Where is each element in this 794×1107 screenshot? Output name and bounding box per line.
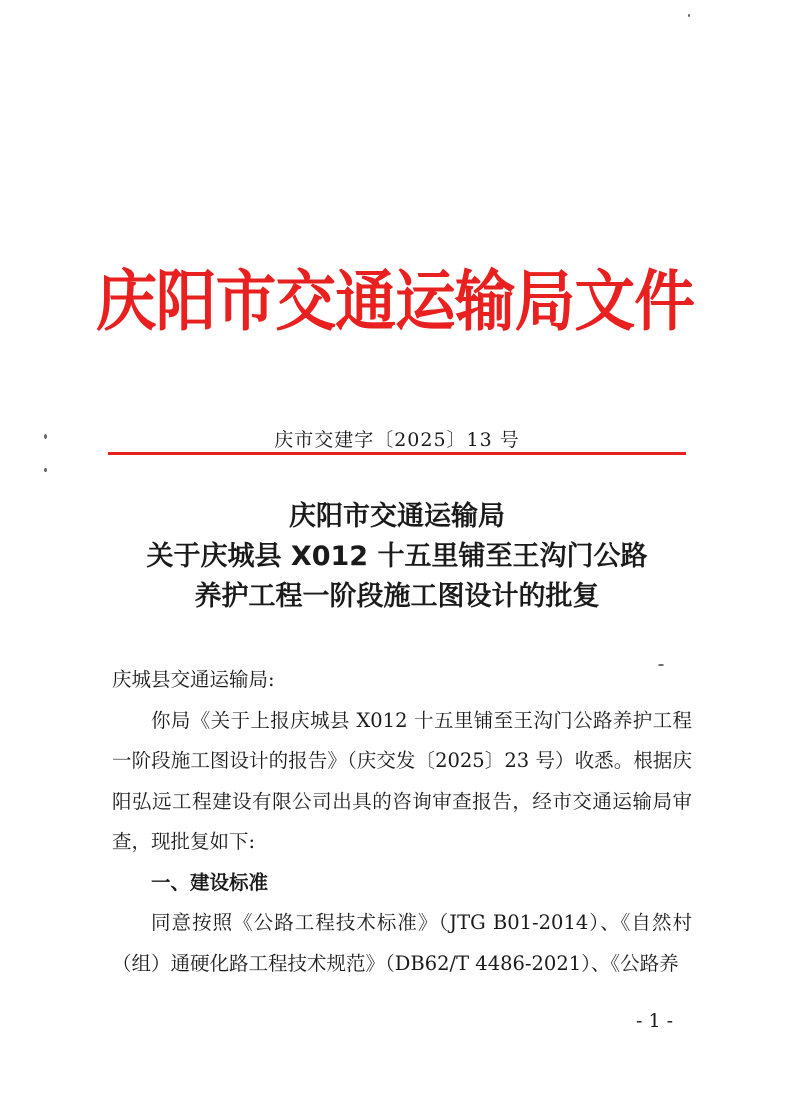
title-line-3: 养护工程一阶段施工图设计的批复: [194, 581, 600, 612]
document-number: 庆市交建字〔2025〕13 号: [274, 429, 520, 451]
title-line-1: 庆阳市交通运输局: [289, 501, 505, 532]
scan-speck: [688, 14, 690, 17]
page-number: - 1 -: [636, 1010, 674, 1032]
red-divider-line: [108, 452, 686, 455]
section-heading: 一、建设标准: [151, 870, 269, 894]
scan-speck: [44, 434, 47, 439]
body-paragraph: 你局《关于上报庆城县 X012 十五里铺至王沟门公路养护工程一阶段施工图设计的报告》（庆交发〔2025〕23 号）收悉。根据庆阳弘远工程建设有限公司出具的咨询审查报告，经市交通运输局审查，现批复如下:: [112, 708, 692, 853]
scan-speck: [658, 664, 664, 666]
body-paragraph: 同意按照《公路工程技术标准》（JTG B01-2014）、《自然村（组）通硬化路工程技术规范》（DB62/T 4486-2021）、《公路养: [112, 911, 692, 975]
issuing-authority-title: 庆阳市交通运输局文件: [96, 263, 694, 340]
scan-speck: [44, 468, 47, 472]
document-title: [0, 497, 794, 617]
title-line-2: 关于庆城县 X012 十五里铺至王沟门公路: [146, 541, 648, 572]
salutation: 庆城县交通运输局:: [112, 668, 275, 691]
document-body: [112, 660, 692, 984]
